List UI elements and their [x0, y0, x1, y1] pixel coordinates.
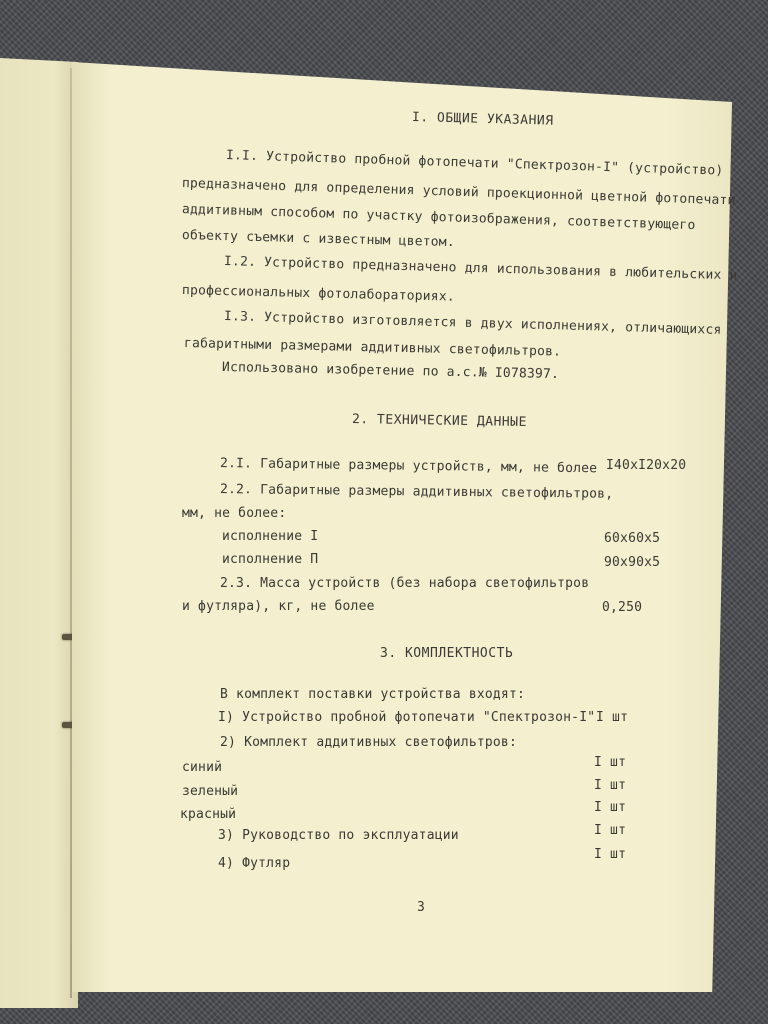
spec-label: 2.3. Масса устройств (без набора светофильтров — [220, 576, 590, 591]
kit-qty: I шт — [596, 710, 629, 725]
kit-item: 2) Комплект аддитивных светофильтров: — [220, 735, 517, 750]
spec-label: 2.I. Габаритные размеры устройств, мм, не более — [219, 456, 598, 477]
section1-line: I.3. Устройство изготовляется в двух исполнениях, отличающихся — [223, 309, 722, 338]
left-page — [0, 58, 78, 1008]
spec-label: исполнение П — [222, 552, 319, 567]
kit-item: I) Устройство пробной фотопечати "Спектрозон-I" — [218, 710, 596, 725]
section1-title: I. ОБЩИЕ УКАЗАНИЯ — [411, 110, 554, 129]
kit-item: 4) Футляр — [218, 856, 291, 871]
section1-line: габаритными размерами аддитивных светофильтров. — [183, 336, 562, 360]
kit-qty: I шт — [594, 823, 627, 838]
spine-crease — [70, 68, 72, 998]
kit-item: 3) Руководство по эксплуатации — [218, 828, 459, 843]
section1-line: объекту съемки с известным цветом. — [181, 228, 456, 251]
spec-label: мм, не более: — [182, 506, 287, 521]
spec-value: 0,250 — [602, 600, 643, 615]
page-number: 3 — [417, 900, 426, 915]
section1-line: профессиональных фотолабораториях. — [181, 283, 456, 305]
section1-line: аддитивным способом по участку фотоизображения, соответствующего — [181, 202, 696, 234]
spec-value: 90x90x5 — [604, 555, 661, 570]
kit-item: красный — [180, 807, 237, 822]
spec-label: 2.2. Габаритные размеры аддитивных светофильтров, — [219, 482, 614, 502]
kit-qty: I шт — [594, 847, 627, 862]
kit-item: зеленый — [182, 784, 239, 799]
section3-intro: В комплект поставки устройства входят: — [220, 687, 526, 702]
section3-title: 3. КОМПЛЕКТНОСТЬ — [380, 646, 514, 661]
kit-qty: I шт — [594, 800, 627, 815]
section1-line: I.I. Устройство пробной фотопечати "Спектрозон-I" (устройство) — [225, 148, 724, 179]
spec-value: I40xI20x20 — [606, 458, 687, 473]
kit-item: синий — [182, 760, 223, 775]
spec-label: исполнение I — [222, 529, 319, 544]
kit-qty: I шт — [594, 778, 627, 793]
kit-qty: I шт — [594, 755, 627, 770]
spec-label: и футляра), кг, не более — [182, 599, 375, 614]
section2-title: 2. ТЕХНИЧЕСКИЕ ДАННЫЕ — [351, 412, 527, 431]
section1-line: предназначено для определения условий проекционной цветной фотопечати — [181, 176, 736, 209]
section1-line: I.2. Устройство предназначено для использования в любительских и — [223, 254, 738, 284]
spec-value: 60x60x5 — [604, 531, 661, 546]
section1-line: Использовано изобретение по а.с.№ I078397. — [221, 360, 560, 383]
